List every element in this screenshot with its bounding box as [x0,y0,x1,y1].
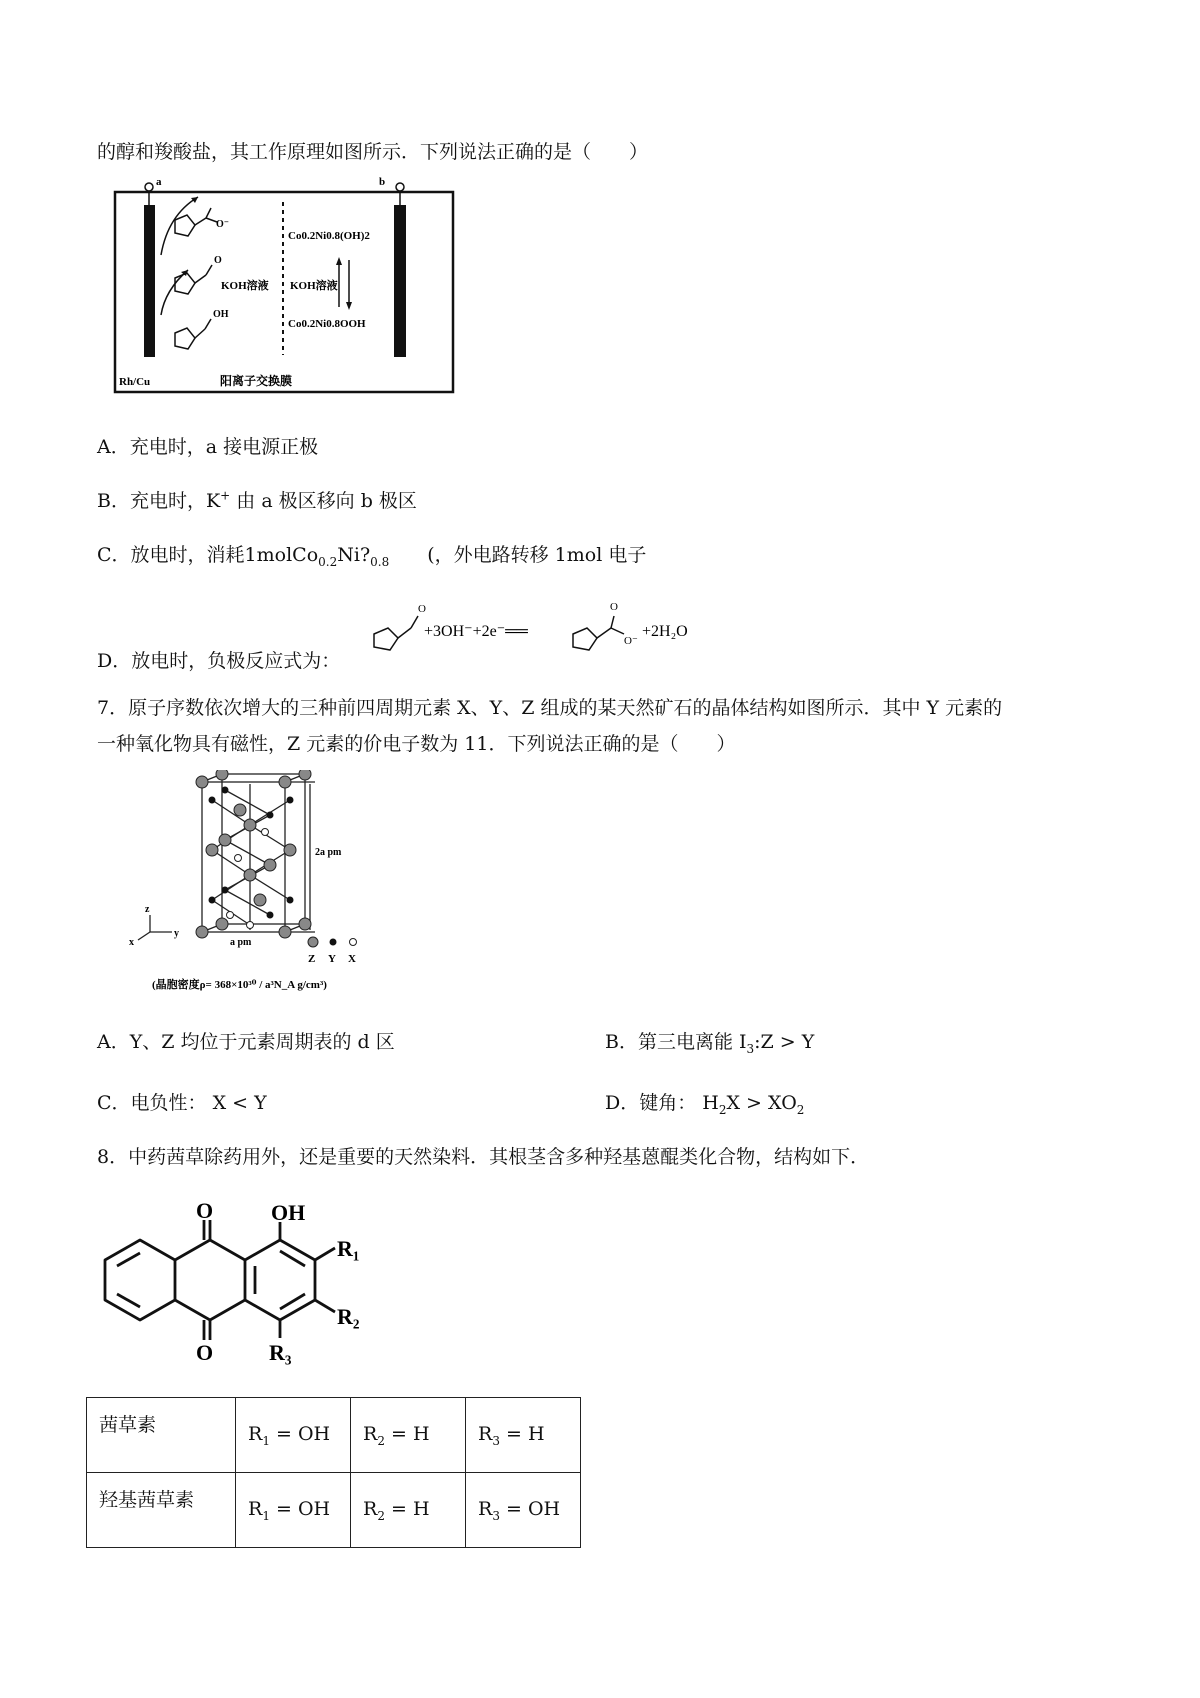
hydroxyl-label: OH [271,1200,306,1225]
q6-option-a: A．充电时，a 接电源正极 [97,436,319,458]
substituent-table [86,1397,581,1548]
legend-x: X [348,953,356,965]
r2-cell: $R_2 = H$ [351,1398,466,1473]
carbonyl-o-bottom: O [196,1340,214,1365]
svg-text:y: y [174,928,179,939]
compound-name: 羟基茜草素 [87,1473,236,1548]
co-ni-oxyhydroxide-label: Co0.2Ni0.8OOH [288,318,366,330]
q7-stem-line2: 一种氧化物具有磁性，Z 元素的价电子数为 11．下列说法正确的是（ ） [97,733,736,755]
co-ni-hydroxide-label: Co0.2Ni0.8(OH)2 [288,230,370,242]
q7-stem-line1: 7．原子序数依次增大的三种前四周期元素 X、Y、Z 组成的某天然矿石的晶体结构如图所示．其中 Y 元素的 [97,697,1003,719]
legend-z: Z [308,953,316,965]
r1-cell: $R_1$ = OH [236,1473,351,1548]
koh-label-left: KOH溶液 [221,280,269,292]
svg-text:O: O [610,601,618,613]
r1-label: R₁ [337,1236,360,1261]
rh-cu-label: Rh/Cu [119,376,151,388]
electrode-a-label: a [156,176,162,188]
compound-name: 茜草素 [87,1398,236,1473]
svg-text:OH: OH [213,309,229,320]
koh-label-right: KOH溶液 [290,280,338,292]
q6-intro-text: 的醇和羧酸盐，其工作原理如图所示．下列说法正确的是（ ） [97,141,649,163]
q6-cell-diagram [103,175,463,400]
cell-height-label: 2a pm [315,847,342,858]
density-formula: (晶胞密度ρ= 368×10³⁰ / a³N_A g/cm³) [152,979,327,991]
q6-option-b: B．充电时，K+ 由 a 极区移向 b 极区 [97,488,417,512]
legend-y: Y [328,953,336,965]
q6-d-equation [368,598,728,656]
r2-cell: $R_2 = H$ [351,1473,466,1548]
membrane-label: 阳离子交换膜 [220,374,293,388]
electrode-b-label: b [379,176,386,188]
svg-text:z: z [145,904,150,915]
table-row [87,1398,581,1473]
q7-option-d: D．键角： $H_2X > XO_2$ [605,1092,805,1117]
carbonyl-o-top: O [196,1198,214,1223]
equation-reactants: +3OH⁻+2e⁻══ [424,623,528,640]
r3-label: R₃ [269,1340,292,1365]
table-row [87,1473,581,1548]
r2-label: R₂ [337,1304,360,1329]
q7-option-c: C．电负性： X < Y [97,1092,267,1114]
svg-text:O: O [214,255,222,266]
r1-cell: $R_1$ = OH [236,1398,351,1473]
q8-anthraquinone-structure [95,1190,395,1370]
q8-stem: 8．中药茜草除药用外，还是重要的天然染料．其根茎含多种羟基蒽醌类化合物，结构如下． [97,1146,870,1168]
q6-option-c: C．放电时，消耗$1molCo_{0.2}Ni?_{0.8}$ (，外电路转移 1mol 电子 [97,544,647,569]
q7-option-b: B．第三电离能 $I_3:Z > Y$ [605,1031,815,1056]
r3-cell: $R_3$ = OH [466,1473,581,1548]
r3-cell: $R_3 = H$ [466,1398,581,1473]
svg-text:O⁻: O⁻ [624,635,638,647]
svg-text:O⁻: O⁻ [216,219,230,230]
cell-width-label: a pm [230,937,252,948]
q7-option-a: A．Y、Z 均位于元素周期表的 d 区 [97,1031,395,1053]
q7-crystal-diagram [100,770,420,995]
equation-products: +2H₂O [642,623,688,640]
q6-option-d: D．放电时，负极反应式为： [97,650,341,672]
svg-text:x: x [129,937,134,948]
svg-text:O: O [418,603,426,615]
